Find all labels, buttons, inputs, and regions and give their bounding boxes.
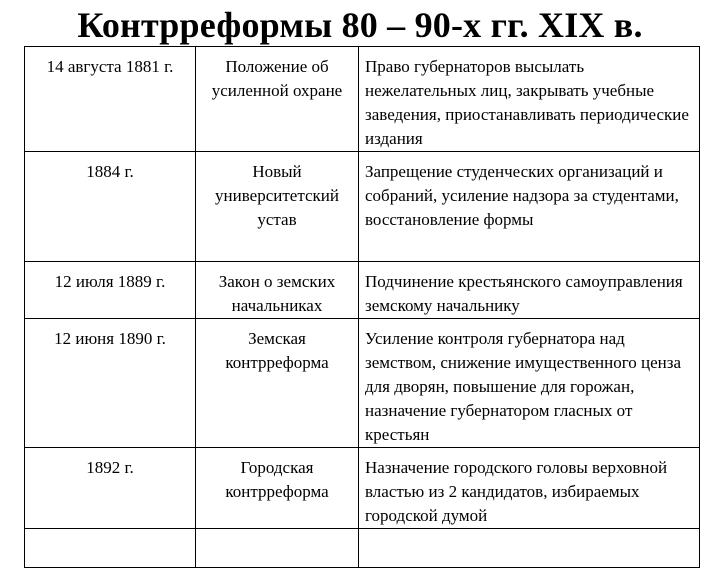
date-cell: 1892 г. bbox=[25, 448, 196, 529]
counter-reforms-table-container bbox=[24, 46, 700, 568]
date-cell: 12 июня 1890 г. bbox=[25, 319, 196, 448]
act-cell bbox=[196, 529, 359, 568]
table-row bbox=[25, 47, 700, 152]
description-cell: Подчинение крестьянского самоуправления земскому начальнику bbox=[359, 262, 700, 319]
date-cell: 14 августа 1881 г. bbox=[25, 47, 196, 152]
description-cell: Назначение городского головы верховной властью из 2 кандидатов, избираемых городской думой bbox=[359, 448, 700, 529]
table-row-empty bbox=[25, 529, 700, 568]
act-cell: Закон о земских начальниках bbox=[196, 262, 359, 319]
page-title: Контрреформы 80 – 90-х гг. XIX в. bbox=[77, 5, 643, 45]
description-cell bbox=[359, 529, 700, 568]
table-row bbox=[25, 448, 700, 529]
table-row bbox=[25, 152, 700, 262]
act-cell: Новый университетский устав bbox=[196, 152, 359, 262]
act-cell: Земская контрреформа bbox=[196, 319, 359, 448]
description-cell: Право губернаторов высылать нежелательных лиц, закрывать учебные заведения, приостанавливать периодические издания bbox=[359, 47, 700, 152]
table-row bbox=[25, 319, 700, 448]
description-cell: Усиление контроля губернатора над земством, снижение имущественного ценза для дворян, повышение для горожан, назначение губернатором гласных от крестьян bbox=[359, 319, 700, 448]
date-cell: 12 июля 1889 г. bbox=[25, 262, 196, 319]
table-row bbox=[25, 262, 700, 319]
date-cell: 1884 г. bbox=[25, 152, 196, 262]
counter-reforms-table bbox=[24, 46, 700, 568]
date-cell bbox=[25, 529, 196, 568]
description-cell: Запрещение студенческих организаций и собраний, усиление надзора за студентами, восстановление формы bbox=[359, 152, 700, 262]
act-cell: Положение об усиленной охране bbox=[196, 47, 359, 152]
act-cell: Городская контрреформа bbox=[196, 448, 359, 529]
